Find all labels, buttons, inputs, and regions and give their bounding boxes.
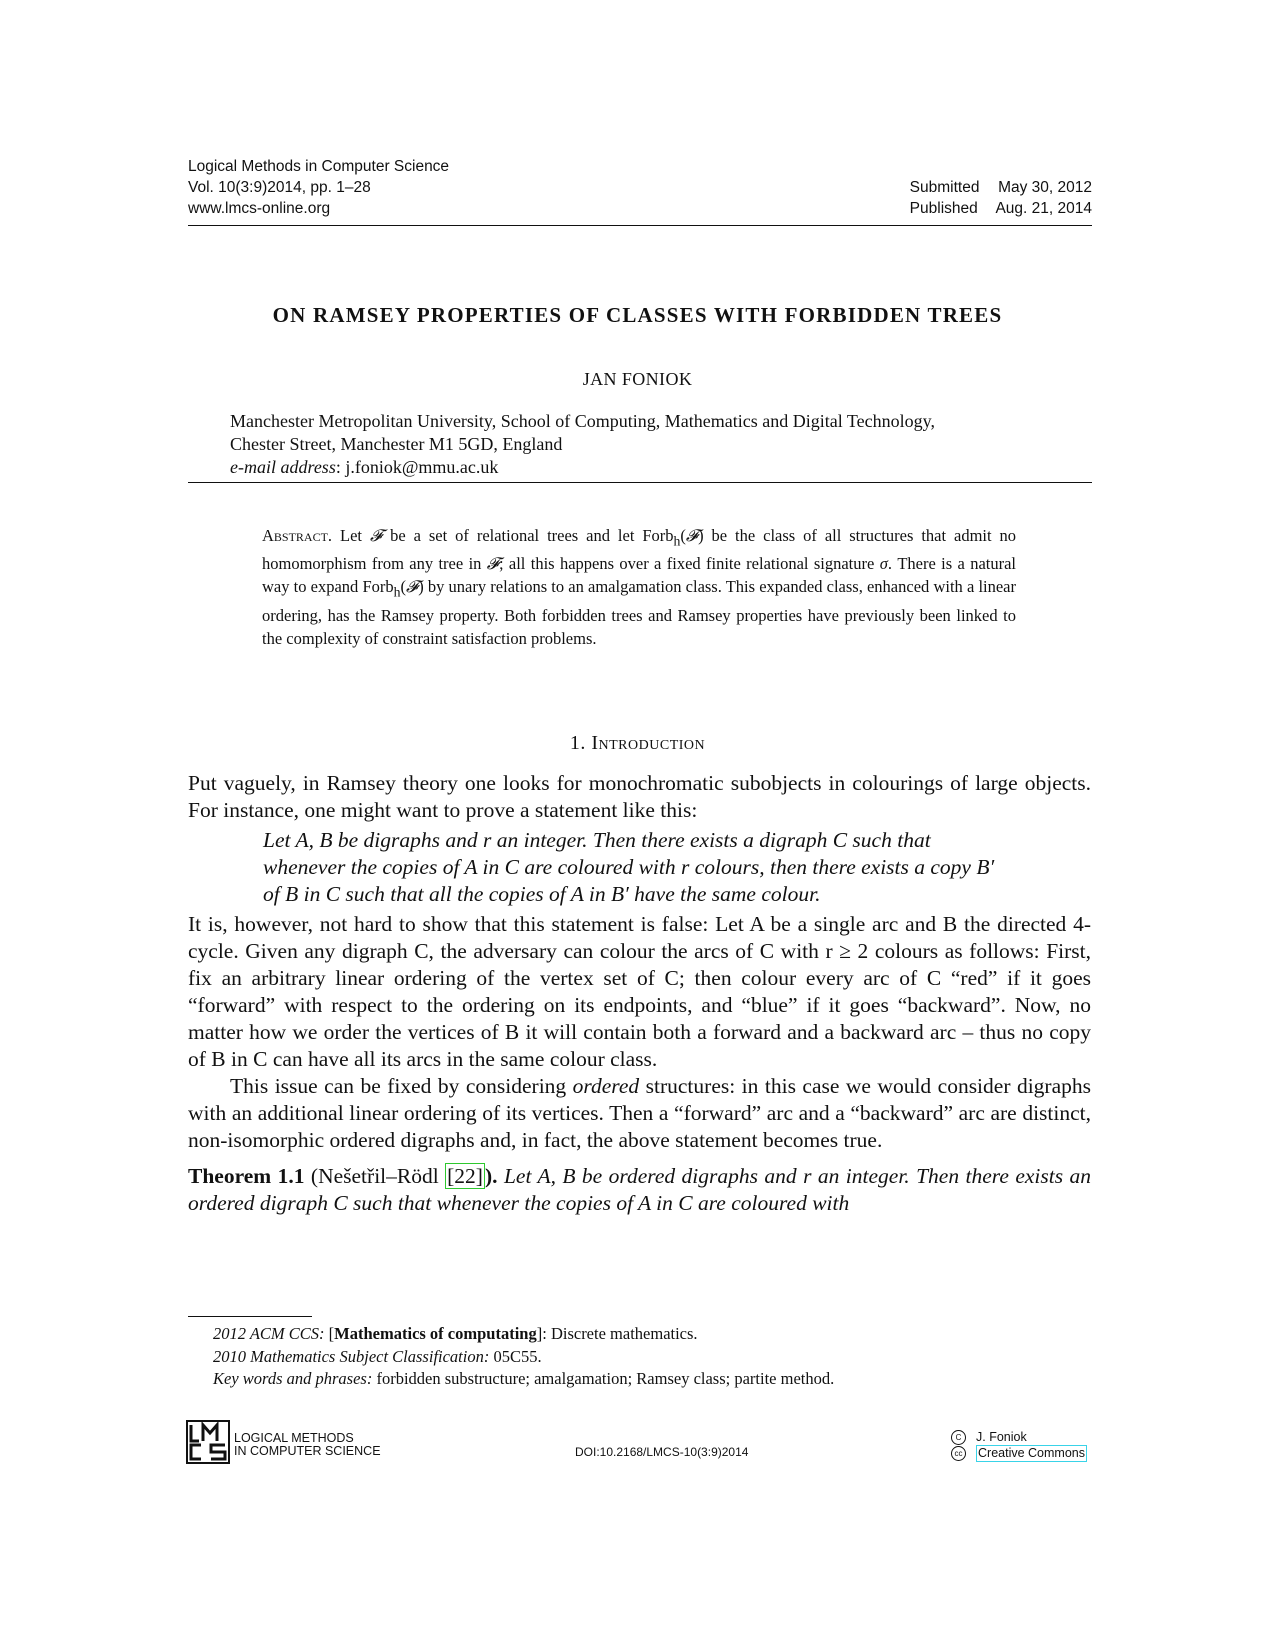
submitted-label: Submitted [909, 179, 980, 196]
journal-header [188, 156, 449, 219]
copyright-icon: C [951, 1430, 966, 1445]
abstract-text-6: by unary relations to an amalgamation class. This expanded class, enhanced with a linear ordering, has the Ramsey property. Both forbidden trees and Ramsey properties have previously been linked to the complexity of constraint satisfaction problems. [262, 577, 1016, 648]
paper-title: ON RAMSEY PROPERTIES OF CLASSES WITH FORBIDDEN TREES [272, 303, 1003, 327]
math-sigma: σ [879, 554, 888, 574]
keywords-label: Key words and phrases: [213, 1369, 373, 1388]
citation-link[interactable]: [22] [447, 1164, 483, 1188]
msc-value: 05C55. [493, 1346, 542, 1366]
footnote-msc [213, 1346, 834, 1369]
email-line: e-mail address: j.foniok@mmu.ac.uk [230, 457, 499, 477]
doi: DOI:10.2168/LMCS-10(3:9)2014 [575, 1445, 749, 1459]
paragraph-1: Put vaguely, in Ramsey theory one looks for monochromatic subobjects in colourings of large objects. For instance, one might want to prove a statement like this: [188, 771, 1091, 822]
paragraph-3-text-a: This issue can be fixed by considering [230, 1074, 567, 1098]
logo-text [234, 1432, 381, 1458]
emphasis-ordered: ordered [572, 1074, 640, 1098]
math-F: 𝓕 [369, 526, 383, 545]
author-name: JAN FONIOK [582, 369, 693, 389]
theorem-attribution-close: ). [484, 1164, 498, 1188]
theorem-attribution [311, 1163, 498, 1189]
abstract-text-5: . There is a natural way to expand Forb [262, 554, 1016, 597]
abstract: Abstract. Let 𝓕 be a set of relational trees and let Forb$_h$(𝓕) be the class of all structures that admit no homomorphism from any tree in 𝓕; all this happens over a fixed finite relational signature σ. There is a natural way to expand Forb$_h$(𝓕) by unary relations to an amalgamation class. This expanded class, enhanced with a linear ordering, has the Ramsey property. Both forbidden trees and Ramsey properties have previously been linked to the complexity of constraint satisfaction problems. [262, 526, 1017, 648]
email-label: e-mail address [230, 457, 336, 477]
footnote-keywords [213, 1368, 834, 1391]
msc-label: 2010 Mathematics Subject Classification: [213, 1346, 490, 1366]
header-rule [188, 225, 1092, 226]
body-text [188, 770, 1091, 1217]
email-address[interactable]: j.foniok@mmu.ac.uk [345, 457, 499, 477]
license-row [951, 1445, 1087, 1462]
publication-dates [910, 177, 1092, 219]
theorem-attribution-text: (Nešetřil–Rödl [310, 1164, 439, 1188]
acm-rest: : Discrete mathematics. [542, 1324, 698, 1343]
published-date: Aug. 21, 2014 [995, 200, 1092, 217]
paragraph-3-text-b: structures: in this case we would consider digraphs with an additional linear ordering of its vertices. Then a “forward” arc and a “backward” arc are distinct, non-isomorphic ordered digraphs and, in fact, the above statement becomes true. [188, 1074, 1092, 1152]
copyright-holder: J. Foniok [976, 1430, 1027, 1445]
license-link[interactable]: Creative Commons [978, 1446, 1085, 1460]
abstract-label: Abstract. [262, 526, 333, 545]
journal-volume: Vol. 10(3:9)2014, pp. 1–28 [188, 179, 371, 196]
theorem-1-1 [188, 1163, 1091, 1217]
affiliation-line-1: Manchester Metropolitan University, School of Computing, Mathematics and Digital Technology, [230, 411, 935, 431]
math-sub-h: h [673, 533, 681, 549]
abstract-text-1: Let [340, 526, 363, 545]
theorem-text: Let A, B be ordered digraphs and r an integer. Then there exists an ordered digraph C such that whenever the copies of A in C are coloured with [188, 1164, 1091, 1215]
logo-line-1: LOGICAL METHODS [234, 1431, 354, 1445]
acm-label: 2012 ACM CCS: [213, 1324, 325, 1343]
footnote-acm: 2012 ACM CCS: [Mathematics of computating]: Discrete mathematics. [213, 1324, 698, 1343]
section-heading [0, 732, 1275, 755]
paragraph-3 [188, 1073, 1091, 1154]
math-F: 𝓕 [486, 554, 499, 574]
theorem-label: Theorem 1.1 [188, 1164, 305, 1188]
footnote-rule [188, 1316, 312, 1317]
abstract-text-3: be the class of all structures that admit no homomorphism from any tree in [262, 526, 1017, 574]
logo-line-2: IN COMPUTER SCIENCE [234, 1444, 381, 1458]
affiliation-rule [188, 482, 1092, 483]
abstract-text-2: be a set of relational trees and let Forb [390, 526, 674, 545]
creative-commons-icon: cc [951, 1446, 966, 1461]
acm-category: Mathematics of computating [334, 1324, 537, 1343]
affiliation [230, 410, 935, 479]
journal-website[interactable]: www.lmcs-online.org [188, 200, 331, 217]
journal-name: Logical Methods in Computer Science [188, 158, 450, 175]
math-F: 𝓕 [406, 577, 419, 597]
affiliation-line-2: Chester Street, Manchester M1 5GD, England [230, 434, 563, 454]
published-label: Published [909, 200, 978, 217]
keywords-value: forbidden substructure; amalgamation; Ramsey class; partite method. [376, 1369, 835, 1388]
lmcs-logo-icon [186, 1420, 230, 1464]
copyright-row [951, 1430, 1087, 1445]
section-title: Introduction [591, 732, 706, 754]
section-number: 1. [569, 732, 586, 754]
paragraph-2: It is, however, not hard to show that this statement is false: Let A be a single arc and B the directed 4-cycle. Given any digraph C, the adversary can colour the arcs of C with r ≥ 2 colours as follows: First, fix an arbitrary linear ordering of the vertex set of C; then colour every arc of C “red” if it goes “forward” with respect to the ordering on its endpoints, and “blue” if it goes “backward”. Now, no matter how we order the vertices of B it will contain both a forward and a backward arc – thus no copy of B in C can have all its arcs in the same colour class. [188, 912, 1091, 1071]
footnotes [213, 1323, 834, 1391]
quoted-statement: Let A, B be digraphs and r an integer. Then there exists a digraph C such that whenever the copies of A in C are coloured with r colours, then there exists a copy B′ of B in C such that all the copies of A in B′ have the same colour. [263, 828, 995, 906]
license-block [951, 1430, 1087, 1462]
submitted-date: May 30, 2012 [998, 179, 1092, 196]
math-F: 𝓕 [685, 526, 699, 545]
abstract-text-4: ; all this happens over a fixed finite relational signature [498, 554, 875, 574]
math-sub-h: h [393, 584, 401, 600]
